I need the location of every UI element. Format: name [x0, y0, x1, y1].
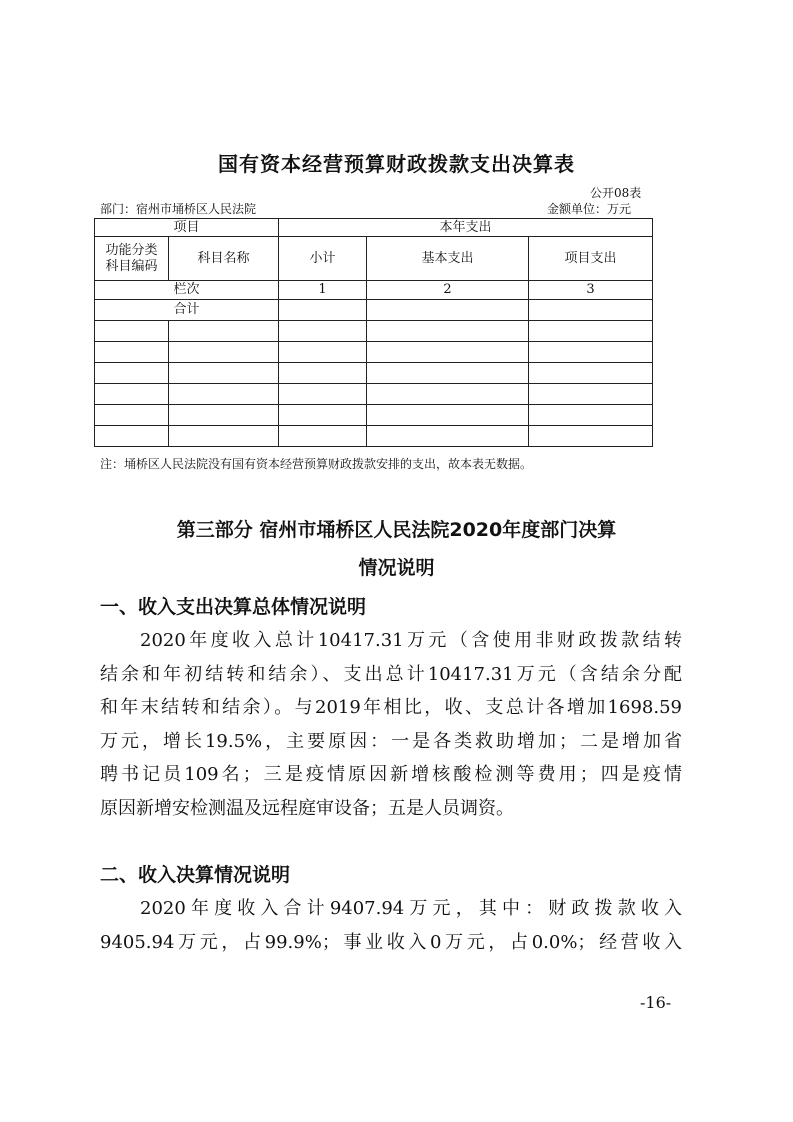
table-cell	[367, 342, 529, 363]
table-note: 注：埇桥区人民法院没有国有资本经营预算财政拨款安排的支出，故本表无数据。	[100, 457, 533, 471]
table-row-total	[95, 300, 653, 321]
table-cell	[169, 363, 279, 384]
table-cell	[529, 405, 653, 426]
table-cell	[367, 384, 529, 405]
paragraph-line: 2020年度收入总计10417.31万元（含使用非财政拨款结转	[140, 630, 682, 651]
section1-paragraph	[100, 624, 682, 826]
table-row	[95, 342, 653, 363]
table-code: 公开08表	[590, 186, 642, 200]
table-cell	[279, 426, 367, 447]
table-subheader-row	[95, 237, 653, 281]
part-title-line1: 第三部分 宿州市埇桥区人民法院2020年度部门决算	[176, 519, 617, 541]
table-cell	[367, 363, 529, 384]
section2-title: 二、收入决算情况说明	[100, 864, 291, 886]
table-header-row	[95, 219, 653, 237]
column-number-2: 2	[367, 281, 529, 300]
expenditure-table	[94, 218, 653, 447]
table-cell	[367, 426, 529, 447]
table-row	[95, 321, 653, 342]
section1-title: 一、收入支出决算总体情况说明	[100, 596, 367, 618]
table-title: 国有资本经营预算财政拨款支出决算表	[218, 152, 575, 176]
part-title-line2: 情况说明	[358, 557, 435, 579]
table-cell	[367, 405, 529, 426]
paragraph-line: 和年末结转和结余）。与2019年相比，收、支总计各增加1698.59	[100, 697, 682, 719]
header-current-expenditure: 本年支出	[279, 219, 653, 237]
table-cell	[367, 321, 529, 342]
table-cell	[529, 384, 653, 405]
department-label: 部门：宿州市埇桥区人民法院	[100, 202, 257, 216]
table-cell	[169, 321, 279, 342]
table-cell	[279, 363, 367, 384]
table-cell	[169, 342, 279, 363]
header-project-expenditure: 项目支出	[529, 237, 653, 281]
row-label-total: 合计	[95, 300, 279, 321]
table-cell	[95, 342, 169, 363]
paragraph-line: 万元，增长19.5%，主要原因：一是各类救助增加；二是增加省	[100, 730, 682, 752]
table-row	[95, 384, 653, 405]
table-cell	[279, 300, 367, 321]
header-project: 项目	[95, 219, 279, 237]
paragraph-line: 结余和年初结转和结余）、支出总计10417.31万元（含结余分配	[100, 663, 682, 685]
column-number-1: 1	[279, 281, 367, 300]
table-cell	[279, 405, 367, 426]
table-row	[95, 426, 653, 447]
paragraph-line: 原因新增安检测温及远程庭审设备；五是人员调资。	[100, 797, 514, 819]
table-cell	[529, 363, 653, 384]
table-row-column-number	[95, 281, 653, 300]
table-cell	[279, 321, 367, 342]
table-cell	[169, 426, 279, 447]
header-subtotal: 小计	[279, 237, 367, 281]
table-cell	[279, 384, 367, 405]
header-function-code: 功能分类 科目编码	[95, 237, 169, 281]
table-cell	[95, 321, 169, 342]
unit-label: 金额单位：万元	[547, 202, 632, 216]
row-label-column-number: 栏次	[95, 281, 279, 300]
table-cell	[529, 300, 653, 321]
table-cell	[95, 363, 169, 384]
table-cell	[529, 321, 653, 342]
header-subject-name: 科目名称	[169, 237, 279, 281]
table-row	[95, 363, 653, 384]
paragraph-line: 2020年度收入合计9407.94万元，其中：财政拨款收入	[140, 898, 682, 919]
paragraph-line: 聘书记员109名；三是疫情原因新增核酸检测等费用；四是疫情	[100, 764, 682, 786]
table-cell	[95, 384, 169, 405]
header-basic-expenditure: 基本支出	[367, 237, 529, 281]
table-cell	[367, 300, 529, 321]
table-cell	[169, 405, 279, 426]
table-cell	[529, 342, 653, 363]
section2-paragraph	[100, 892, 682, 959]
column-number-3: 3	[529, 281, 653, 300]
page-number: -16-	[640, 993, 672, 1012]
paragraph-line: 9405.94万元，占99.9%；事业收入0万元，占0.0%；经营收入	[100, 931, 682, 953]
table-cell	[169, 384, 279, 405]
table-cell	[95, 405, 169, 426]
table-cell	[279, 342, 367, 363]
table-cell	[529, 426, 653, 447]
table-row	[95, 405, 653, 426]
table-cell	[95, 426, 169, 447]
